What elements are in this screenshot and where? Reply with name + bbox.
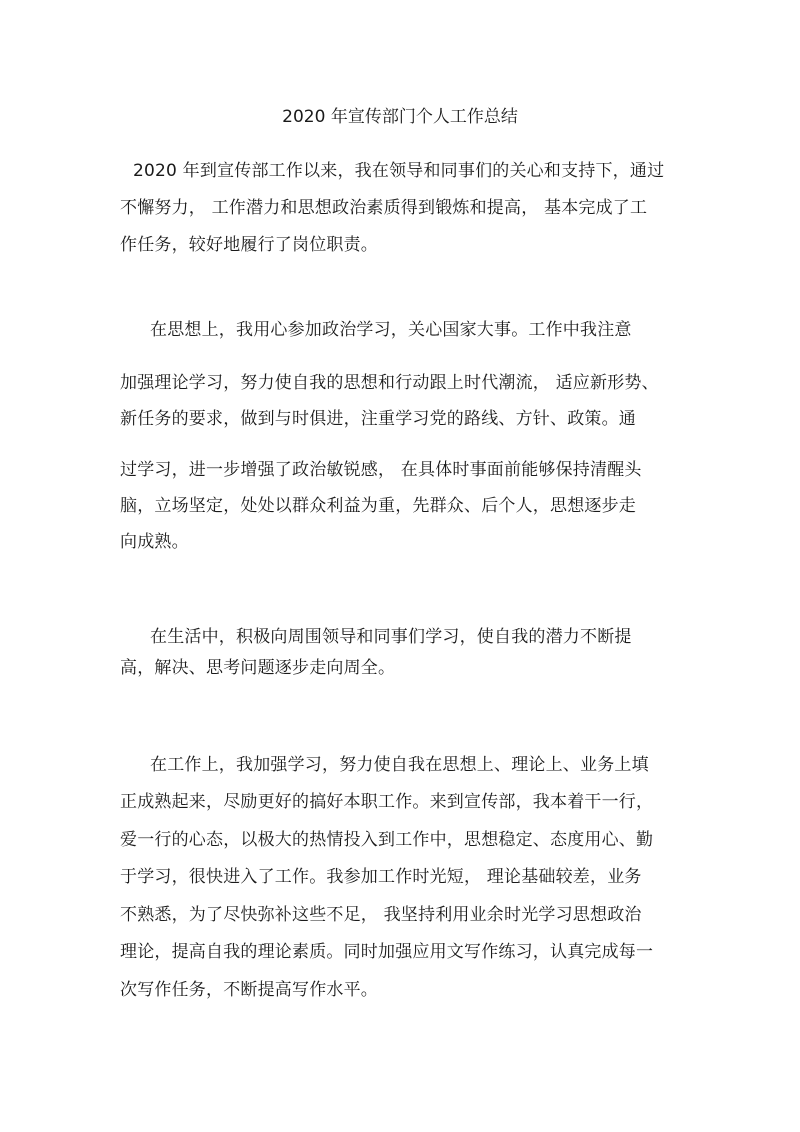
paragraph-4-line-2: 正成熟起来，尽励更好的搞好本职工作。来到宣传部，我本着干一行， bbox=[120, 792, 654, 812]
paragraph-3-line-1: 在生活中，积极向周围领导和同事们学习，使自我的潜力不断提 bbox=[150, 627, 632, 647]
paragraph-1-line-1: 2020 年到宣传部工作以来，我在领导和同事们的关心和支持下，通过 bbox=[133, 161, 665, 181]
paragraph-1-line-3: 作任务，较好地履行了岗位职责。 bbox=[120, 235, 378, 255]
paragraph-4-line-3: 爱一行的心态，以极大的热情投入到工作中，思想稳定、态度用心、勤 bbox=[120, 830, 654, 850]
paragraph-2-line-4: 过学习，进一步增强了政治敏锐感， 在具体时事面前能够保持清醒头 bbox=[120, 460, 642, 480]
paragraph-2-line-1: 在思想上，我用心参加政治学习，关心国家大事。工作中我注意 bbox=[150, 320, 632, 340]
paragraph-4-line-4: 于学习，很快进入了工作。我参加工作时光短， 理论基础较差，业务 bbox=[120, 867, 642, 887]
paragraph-4-line-5: 不熟悉，为了尽快弥补这些不足， 我坚持利用业余时光学习思想政治 bbox=[120, 905, 642, 925]
paragraph-4-line-1: 在工作上，我加强学习，努力使自我在思想上、理论上、业务上填 bbox=[150, 755, 649, 775]
paragraph-2-line-6: 向成熟。 bbox=[120, 532, 189, 552]
paragraph-3-line-2: 高，解决、思考问题逐步走向周全。 bbox=[120, 658, 396, 678]
paragraph-4-line-6: 理论，提高自我的理论素质。同时加强应用文写作练习，认真完成每一 bbox=[120, 942, 654, 962]
paragraph-2-line-3: 新任务的要求，做到与时俱进，注重学习党的路线、方针、政策。通 bbox=[120, 409, 636, 429]
document-title: 2020 年宣传部门个人工作总结 bbox=[282, 107, 518, 127]
paragraph-2-line-2: 加强理论学习，努力使自我的思想和行动跟上时代潮流， 适应新形势、 bbox=[120, 373, 659, 393]
paragraph-1-line-2: 不懈努力， 工作潜力和思想政治素质得到锻炼和提高， 基本完成了工 bbox=[120, 198, 648, 218]
paragraph-2-line-5: 脑，立场坚定，处处以群众利益为重，先群众、后个人，思想逐步走 bbox=[120, 496, 636, 516]
paragraph-4-line-7: 次写作任务，不断提高写作水平。 bbox=[120, 980, 378, 1000]
